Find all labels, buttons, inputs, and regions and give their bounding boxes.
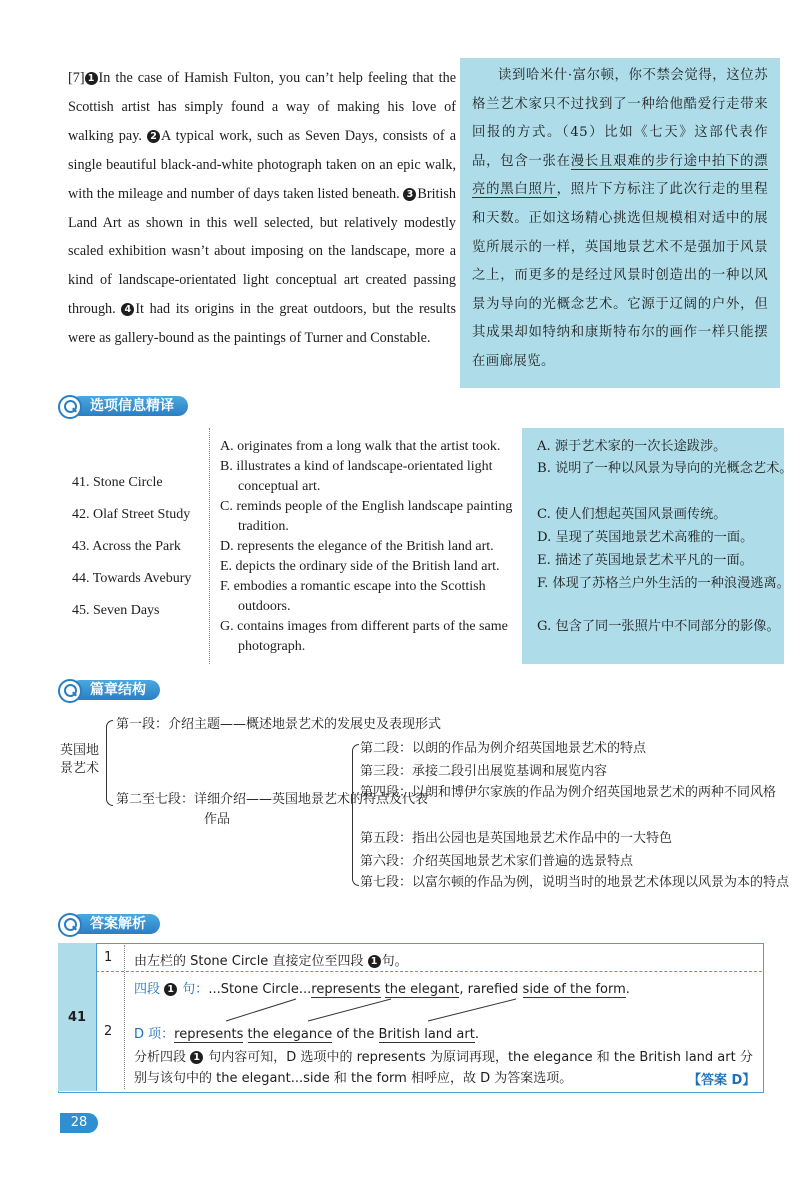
option-en-f xyxy=(220,577,520,617)
option-d-label: D 项： xyxy=(134,1027,175,1042)
option-cn-b: B. 说明了一种以风景为导向的光概念艺术。 xyxy=(537,461,793,476)
heading-44: 44. Towards Avebury xyxy=(72,571,192,586)
structure-root: 英国地景艺术 xyxy=(60,743,100,776)
quote-end: . xyxy=(625,982,630,997)
passage-english xyxy=(68,64,456,353)
structure-item-2: 第二段：以朗的作品为例介绍英国地景艺术的特点 xyxy=(360,741,647,756)
section-title-answer: 答案解析 xyxy=(70,914,160,934)
option-en-d xyxy=(220,537,520,557)
quote-label-2: 句： xyxy=(182,982,209,997)
page-number: 28 xyxy=(60,1113,98,1133)
arrow-elegance xyxy=(308,999,391,1021)
sentence-3: British Land Art as shown in this well selected, but relatively modestly scaled exhibition wasn’t about imposing on the landscape, more a kind of landscape-orientated light conceptual art created passing through. xyxy=(68,185,457,318)
passage-translation xyxy=(472,62,768,377)
step-1-body: 由左栏的 Stone Circle 直接定位至四段 xyxy=(134,954,364,969)
quote-side: side xyxy=(522,982,550,997)
section-title-options: 选项信息精译 xyxy=(70,396,188,416)
analysis-body: 句内容可知，D 选项中的 represents 为原词再现，the elegance 和 the British land art 分别与该句中的 the elegant...side 和 the form 相呼应，故 D 为答案选项。 xyxy=(134,1050,753,1086)
sentence-mark: 1 xyxy=(368,955,381,968)
translation-part-1: 读到哈米什·富尔顿，你不禁会觉得，这位苏格兰艺术家只不过找到了一种给他酷爱行走带来回报的方式。（45）比如《七天》这部代表作品，包含一张在 xyxy=(472,68,768,169)
option-en-e xyxy=(220,557,520,577)
arrow-land-art xyxy=(428,999,516,1021)
quote-represents: represents xyxy=(311,982,381,997)
option-en-g-text: G. contains images from different parts of the same photograph. xyxy=(220,619,508,654)
section-header-structure xyxy=(58,679,258,701)
section-header-answer xyxy=(58,913,258,935)
structure-item-6: 第六段：介绍英国地景艺术家们普遍的选景特点 xyxy=(360,854,634,869)
structure-item-4: 第四段：以朗和博伊尔家族的作品为例介绍英国地景艺术的两种不同风格 xyxy=(360,785,777,800)
d-represents: represents xyxy=(174,1027,244,1042)
step-1-end: 句。 xyxy=(381,954,408,969)
translation-underlined: 漫长且艰难的步行途中拍下的漂亮的黑白照片 xyxy=(472,153,768,198)
option-cn-d: D. 呈现了英国地景艺术高雅的一面。 xyxy=(537,530,754,545)
structure-brace-main xyxy=(106,720,113,806)
structure-group: 第二至七段：详细介绍——英国地景艺术的特点及代表作品 xyxy=(116,792,429,827)
structure-p1: 第一段：介绍主题——概述地景艺术的发展史及表现形式 xyxy=(116,717,442,732)
sentence-mark-4: 4 xyxy=(121,303,134,316)
sentence-1: In the case of Hamish Fulton, you can’t help feeling that the Scottish artist has simply found a way of making his love of walking pay. xyxy=(68,70,456,144)
sentence-mark-2: 2 xyxy=(147,130,160,143)
answer-label: 【答案 D】 xyxy=(688,1073,756,1088)
paragraph-number: [7] xyxy=(68,70,85,86)
structure-item-5: 第五段：指出公园也是英国地景艺术作品中的一大特色 xyxy=(360,831,673,846)
option-en-b-text: B. illustrates a kind of landscape-orientated light conceptual art. xyxy=(220,459,493,494)
step-1-number: 1 xyxy=(104,950,113,965)
correspondence-arrows xyxy=(96,990,762,1024)
d-end: . xyxy=(474,1027,479,1042)
quote-form: of the form xyxy=(549,982,626,997)
option-cn-e: E. 描述了英国地景艺术平凡的一面。 xyxy=(537,553,753,568)
quote-label: 四段 xyxy=(134,982,161,997)
sentence-2: A typical work, such as Seven Days, consists of a single beautiful black-and-white photograph taken on an epic walk, with the mileage and number of days taken listed beneath. xyxy=(68,127,456,202)
heading-42: 42. Olaf Street Study xyxy=(72,507,191,522)
option-cn-g: G. 包含了同一张照片中不同部分的影像。 xyxy=(537,619,780,634)
option-d-line xyxy=(134,1023,479,1042)
options-divider xyxy=(209,428,210,664)
option-en-g xyxy=(220,617,520,657)
option-en-b xyxy=(220,457,520,497)
sentence-mark-1: 1 xyxy=(85,72,98,85)
option-cn-f: F. 体现了苏格兰户外生活的一种浪漫逃离。 xyxy=(537,576,790,591)
magnifier-icon xyxy=(58,395,82,419)
analysis-text xyxy=(134,1047,756,1089)
section-header-options xyxy=(58,395,258,417)
quote-mid: , rarefied xyxy=(459,982,523,997)
option-cn-a: A. 源于艺术家的一次长途跋涉。 xyxy=(537,439,727,454)
d-elegance: the elegance xyxy=(247,1027,333,1042)
d-mid: of the xyxy=(332,1027,379,1042)
option-en-d-text: D. represents the elegance of the British land art. xyxy=(220,539,494,554)
option-en-a xyxy=(220,437,520,457)
structure-brace-sub xyxy=(352,744,359,886)
quote-elegant: the elegant xyxy=(384,982,460,997)
answer-qnum: 41 xyxy=(67,1010,87,1025)
sentence-mark: 1 xyxy=(164,983,177,996)
magnifier-icon xyxy=(58,679,82,703)
option-cn-c: C. 使人们想起英国风景画传统。 xyxy=(537,507,727,522)
d-land-art: British land art xyxy=(378,1027,475,1042)
step-1-text xyxy=(134,950,408,969)
quote-start: ...Stone Circle... xyxy=(208,982,312,997)
option-en-c-text: C. reminds people of the English landscape painting tradition. xyxy=(220,499,513,534)
structure-item-3: 第三段：承接二段引出展览基调和展览内容 xyxy=(360,764,608,779)
translation-part-2: ，照片下方标注了此次行走的里程和天数。正如这场精心挑选但规模相对适中的展览所展示的一样，英国地景艺术不是强加于风景之上，而更多的是经过风景时创造出的一种以风景为导向的光概念艺术。它源于辽阔的户外，但其成果却如特纳和康斯特布尔的画作一样只能摆在画廊展览。 xyxy=(472,182,769,369)
sentence-mark-3: 3 xyxy=(403,188,416,201)
section-title-structure-text: 篇章结构 xyxy=(70,680,160,700)
analysis-start: 分析四段 xyxy=(134,1050,187,1065)
arrow-represents xyxy=(226,999,296,1021)
heading-41: 41. Stone Circle xyxy=(72,475,163,490)
magnifier-icon xyxy=(58,913,82,937)
sentence-4: It had its origins in the great outdoors, but the results were as gallery-bound as the paintings of Turner and Constable. xyxy=(68,301,457,347)
answer-row-divider xyxy=(96,971,762,972)
option-en-c xyxy=(220,497,520,537)
option-en-f-text: F. embodies a romantic escape into the Scottish outdoors. xyxy=(220,579,486,614)
sentence-mark: 1 xyxy=(190,1051,203,1064)
option-en-a-text: A. originates from a long walk that the artist took. xyxy=(220,439,501,454)
heading-43: 43. Across the Park xyxy=(72,539,181,554)
heading-45: 45. Seven Days xyxy=(72,603,160,618)
option-en-e-text: E. depicts the ordinary side of the British land art. xyxy=(220,559,500,574)
step-2-number: 2 xyxy=(104,1024,113,1039)
structure-item-7: 第七段：以富尔顿的作品为例，说明当时的地景艺术体现以风景为本的特点 xyxy=(360,875,790,890)
